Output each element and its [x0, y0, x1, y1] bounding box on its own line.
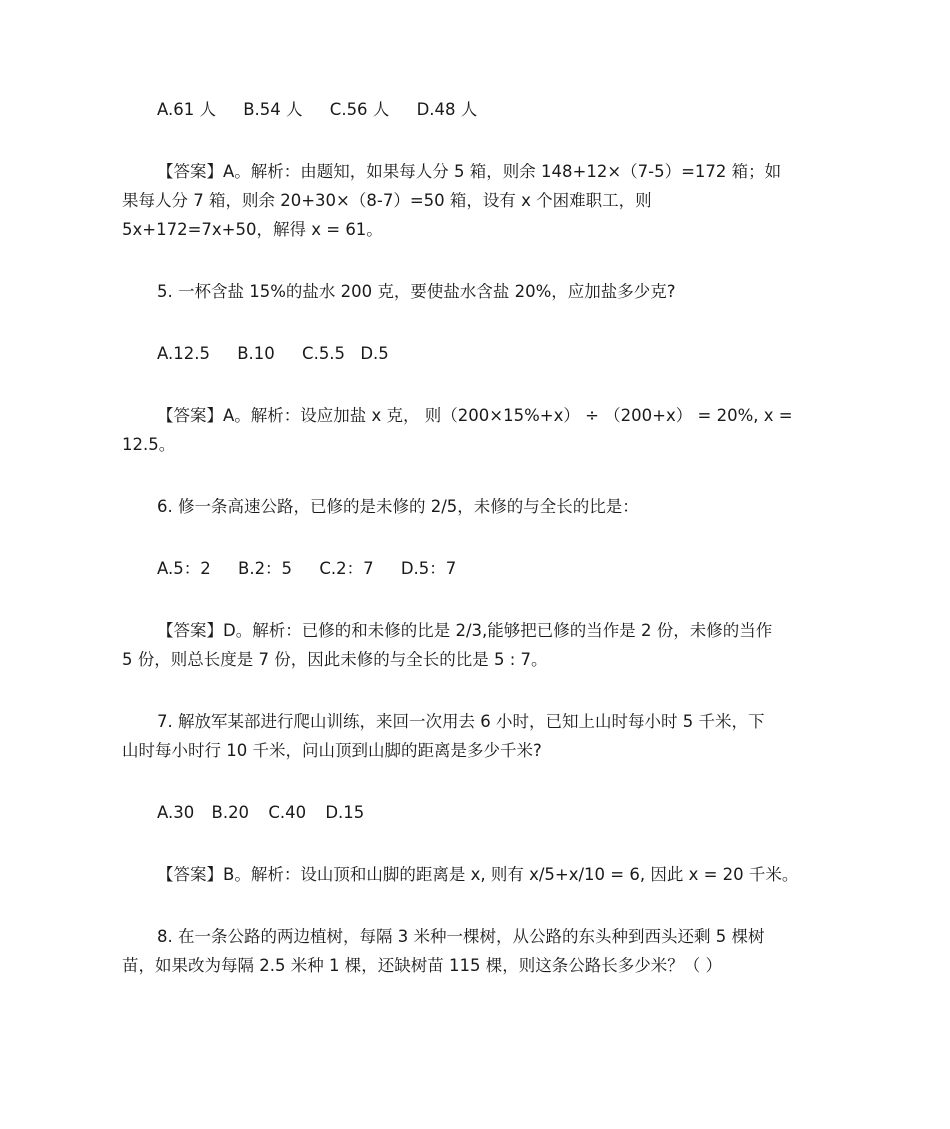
q4-options	[157, 96, 863, 124]
option-a: A.12.5	[157, 344, 210, 363]
option-a: A.30	[157, 803, 195, 822]
q7-answer: 【答案】B。解析：设山顶和山脚的距离是 x, 则有 x/5+x/10 = 6, 因此 x = 20 千米。	[157, 865, 799, 884]
option-a: A.5：2	[157, 559, 211, 578]
answer-line: 5 份，则总长度是 7 份，因此未修的与全长的比是 5 : 7。	[122, 650, 548, 669]
answer-line: 5x+172=7x+50，解得 x = 61。	[122, 220, 383, 239]
option-b: B.10	[237, 344, 275, 363]
q7-options	[157, 799, 863, 827]
option-c: C.5.5	[302, 344, 346, 363]
option-d: D.15	[325, 803, 365, 822]
answer-line: 【答案】A。解析：设应加盐 x 克， 则（200×15%+x） ÷ （200+x） = 20%, x =	[157, 406, 793, 425]
q6-question: 6. 修一条高速公路，已修的是未修的 2/5，未修的与全长的比是：	[157, 497, 639, 516]
option-b: B.20	[211, 803, 250, 822]
question-line: 7. 解放军某部进行爬山训练，来回一次用去 6 小时，已知上山时每小时 5 千米，下	[157, 712, 765, 731]
answer-line: 【答案】A。解析：由题知，如果每人分 5 箱，则余 148+12×（7-5）=172 箱；如	[157, 162, 782, 181]
q6-options	[157, 555, 863, 583]
option-b: B.2：5	[238, 559, 293, 578]
option-c: C.56 人	[329, 100, 390, 119]
option-d: D.5：7	[400, 559, 457, 578]
question-line: 苗，如果改为每隔 2.5 米种 1 棵，还缺树苗 115 棵，则这条公路长多少米？（ ）	[122, 956, 722, 975]
option-c: C.40	[268, 803, 307, 822]
option-d: D.5	[360, 344, 389, 363]
option-d: D.48 人	[416, 100, 478, 119]
question-line: 山时每小时行 10 千米，问山顶到山脚的距离是多少千米?	[122, 741, 542, 760]
option-b: B.54 人	[243, 100, 303, 119]
option-a: A.61 人	[157, 100, 216, 119]
q5-options	[157, 340, 863, 368]
question-line: 8. 在一条公路的两边植树，每隔 3 米种一棵树，从公路的东头种到西头还剩 5 棵树	[157, 927, 765, 946]
option-c: C.2：7	[319, 559, 374, 578]
q5-question: 5. 一杯含盐 15%的盐水 200 克，要使盐水含盐 20%，应加盐多少克?	[157, 282, 676, 301]
answer-line: 【答案】D。解析：已修的和未修的比是 2/3,能够把已修的当作是 2 份，未修的当作	[157, 621, 773, 640]
answer-line: 果每人分 7 箱，则余 20+30×（8-7）=50 箱，设有 x 个困难职工，则	[122, 191, 652, 210]
answer-line: 12.5。	[122, 435, 176, 454]
